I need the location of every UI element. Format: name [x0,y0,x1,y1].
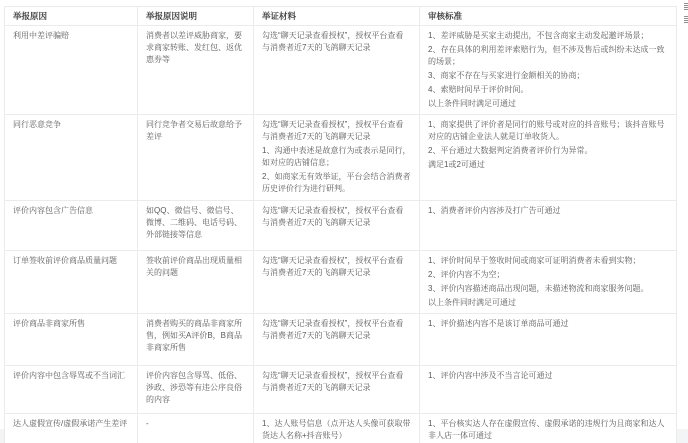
cell-line: 1、评价内容中涉及不当言论可通过 [428,371,553,380]
cell-line: 1、商家提供了评价者是同行的账号或对应的抖音账号；该抖音账号对应的店铺企业法人就是订单收货人。 [428,120,665,141]
cell-line: 4、索赔时间早于评价时间。 [428,85,529,94]
cell-line: 消费者购买的商品非商家所售，例如买A评价B，B商品非商家所售 [146,319,243,352]
evidence-material-cell [253,201,419,250]
cell-line: 勾选“聊天记录查看授权”，授权平台查看与消费者近7天的飞鸽聊天记录 [262,371,404,392]
report-reason-cell [5,366,137,413]
column-header-review-standard: 审核标准 [419,7,676,25]
cell-line: 以上条件同时满足可通过 [428,298,516,307]
evidence-material-cell [253,115,419,200]
table-row [5,201,676,251]
review-standard-cell [419,414,676,443]
reason-explanation-cell [137,201,253,250]
review-standard-cell [419,366,676,413]
cell-line: 1、评价时间早于签收时间或商家可证明消费者未看到实物； [428,256,641,265]
report-reason-cell [5,26,137,114]
cell-line: 以上条件同时满足可通过 [428,99,516,108]
cell-line: 勾选“聊天记录查看授权”，授权平台查看与消费者近7天的飞鸽聊天记录 [262,31,404,52]
table-row [5,251,676,314]
report-review-criteria-table [4,6,677,443]
cell-line: 3、评价内容描述商品出现问题，未描述物流和商家服务问题。 [428,284,649,293]
cell-line: 2、存在具体的利用差评索赔行为，但不涉及售后或纠纷未达成一致的场景； [428,45,665,66]
cell-line: 评价商品非商家所售 [13,319,85,328]
review-standard-cell [419,251,676,313]
cell-line: 1、平台核实达人存在虚假宣传、虚假承诺的违规行为且商家和达人非人店一体可通过 [428,419,665,440]
reason-explanation-cell [137,414,253,443]
cell-line: 评价内容包含辱骂、低俗、涉政、涉恐等有违公序良俗的内容 [146,371,242,404]
evidence-material-cell [253,366,419,413]
cell-line: 2、如商家无有效举证，平台会结合消费者历史评价行为进行研判。 [262,172,411,193]
report-reason-cell [5,414,137,443]
cell-line: 勾选“聊天记录查看授权”，授权平台查看与消费者近7天的飞鸽聊天记录 [262,120,404,141]
cell-line: 满足1或2可通过 [428,160,485,169]
cell-line: 达人虚假宣传/虚假承诺产生差评 [13,419,128,428]
column-header-evidence-material: 举证材料 [253,7,419,25]
column-header-reason-explanation: 举报原因说明 [137,7,253,25]
evidence-material-cell [253,414,419,443]
cell-line: 签收前评价商品出现质量相关的问题 [146,256,242,277]
cell-line: 订单签收前评价商品质量问题 [13,256,117,265]
cell-line: 1、差评威胁是买家主动提出，不包含商家主动发起邀评场景； [428,31,649,40]
review-standard-cell [419,26,676,114]
review-standard-cell [419,201,676,250]
cell-line: 同行恶意竞争 [13,120,61,129]
report-reason-cell [5,314,137,365]
table-body [5,26,676,443]
cell-line: - [146,419,149,428]
table-row [5,26,676,115]
cell-line: 勾选“聊天记录查看授权”，授权平台查看与消费者近7天的飞鸽聊天记录 [262,206,404,227]
cell-line: 勾选“聊天记录查看授权”，授权平台查看与消费者近7天的飞鸽聊天记录 [262,319,404,340]
evidence-material-cell [253,314,419,365]
evidence-material-cell [253,251,419,313]
reason-explanation-cell [137,251,253,313]
cell-line: 消费者以差评威胁商家，要求商家转账、发红包、返优惠券等 [146,31,242,64]
cell-line: 勾选“聊天记录查看授权”，授权平台查看与消费者近7天的飞鸽聊天记录 [262,256,404,277]
cell-line: 1、消费者评价内容涉及打广告可通过 [428,206,561,215]
report-reason-cell [5,115,137,200]
evidence-material-cell [253,26,419,114]
review-standard-cell [419,314,676,365]
table-row [5,314,676,366]
table-row [5,414,676,443]
table-row [5,115,676,201]
cell-line: 2、平台通过大数据判定消费者评价行为异常。 [428,146,593,155]
cell-line: 1、达人账号信息（点开达人头像可获取带货达人名称+抖音账号） [262,419,411,440]
reason-explanation-cell [137,115,253,200]
cell-line: 同行竞争者交易后故意给予差评 [146,120,242,141]
cell-line: 利用中差评骗赔 [13,31,69,40]
review-standard-cell [419,115,676,200]
cell-line: 1、沟通中表述是故意行为或表示是同行，如对应的店铺信息； [262,146,411,167]
report-reason-cell [5,201,137,250]
cell-line: 3、商家不存在与买家进行金额相关的协商； [428,71,585,80]
report-reason-cell [5,251,137,313]
cell-line: 1、评价描述内容不是该订单商品可通过 [428,319,569,328]
cell-line: 评价内容包含广告信息 [13,206,93,215]
reason-explanation-cell [137,366,253,413]
clipped-text-fragment [684,3,688,10]
cell-line: 2、评价内容不为空； [428,270,505,279]
cell-line: 如QQ、微信号、微信号、微博、二维码、电话号码、外部链接等信息 [146,206,242,239]
table-row [5,366,676,414]
column-header-report-reason: 举报原因 [13,11,48,21]
clipped-text-fragment [684,16,688,23]
table-header-row [5,7,676,26]
cell-line: 评价内容中包含辱骂或不当词汇 [13,371,125,380]
reason-explanation-cell [137,314,253,365]
reason-explanation-cell [137,26,253,114]
